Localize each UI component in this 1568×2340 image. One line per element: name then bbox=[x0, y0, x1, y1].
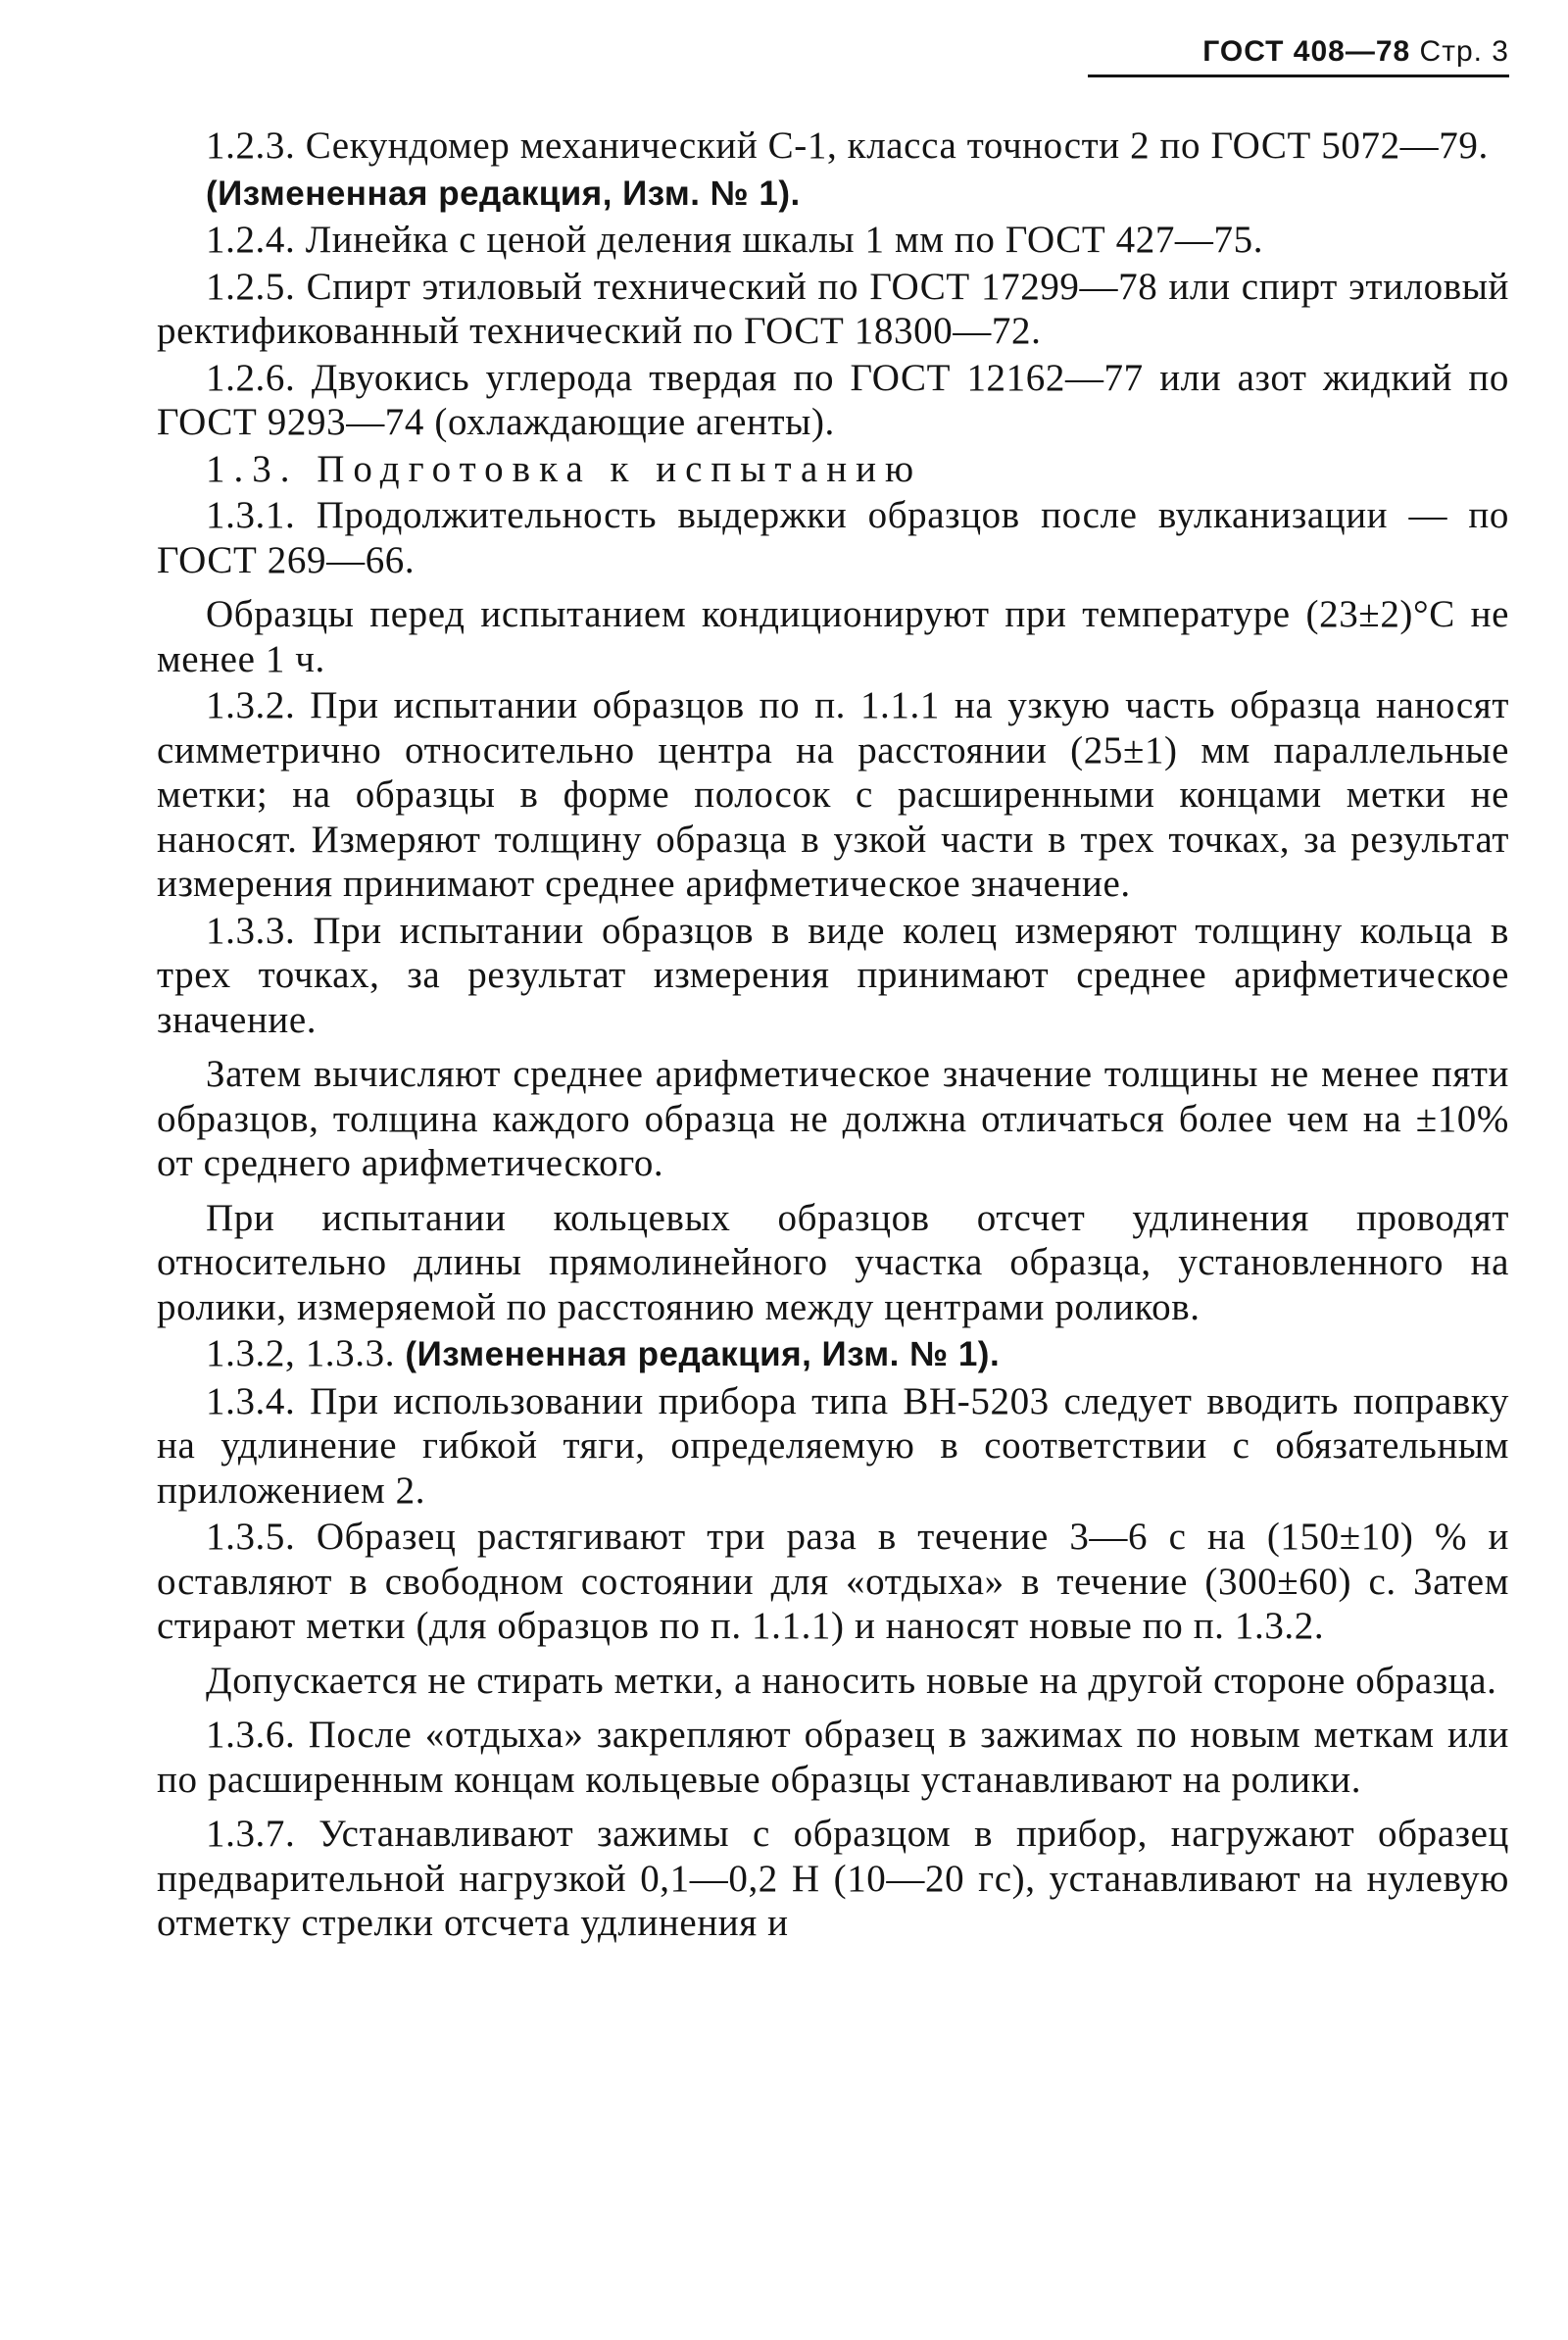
paragraph-1-3-6: 1.3.6. После «отдыха» закрепляют образец в зажимах по новым меткам или по расширенным концам кольцевые образцы устанавливают на ролики. bbox=[157, 1714, 1509, 1801]
edit-note-text: (Измененная редакция, Изм. № 1). bbox=[206, 174, 801, 213]
edit-note-text: (Измененная редакция, Изм. № 1). bbox=[405, 1335, 1001, 1373]
page-number: Стр. 3 bbox=[1419, 35, 1509, 68]
paragraph-1-3-3: 1.3.3. При испытании образцов в виде колец измеряют толщину кольца в трех точках, за результат измерения принимают среднее арифметическое значение. bbox=[157, 909, 1509, 1041]
paragraph-marks-allowed: Допускается не стирать метки, а наносить новые на другой стороне образца. bbox=[206, 1659, 1497, 1702]
paragraph-1-3-4: 1.3.4. При использовании прибора типа ВН-5203 следует вводить поправку на удлинение гибкой тяги, определяемую в соответствии с обязательным приложением 2. bbox=[157, 1379, 1509, 1512]
paragraph-thickness: Затем вычисляют среднее арифметическое значение толщины не менее пяти образцов, толщина каждого образца не должна отличаться более чем на ±10% от среднего арифметического. bbox=[157, 1053, 1509, 1184]
standard-number: ГОСТ 408—78 bbox=[1202, 35, 1411, 68]
document-body bbox=[157, 124, 1509, 1948]
document-page bbox=[157, 0, 1509, 2340]
page-header bbox=[1202, 27, 1509, 76]
edit-note-refs: 1.3.2, 1.3.3. bbox=[206, 1332, 396, 1374]
edit-note bbox=[157, 171, 1509, 217]
paragraph-1-2-3: 1.2.3. Секундомер механический С-1, класса точности 2 по ГОСТ 5072—79. bbox=[206, 124, 1489, 167]
header-rule bbox=[1088, 75, 1509, 77]
paragraph-1-2-6: 1.2.6. Двуокись углерода твердая по ГОСТ 12162—77 или азот жидкий по ГОСТ 9293—74 (охлаждающие агенты). bbox=[157, 356, 1509, 443]
paragraph-1-3-2: 1.3.2. При испытании образцов по п. 1.1.1 на узкую часть образца наносят симметрично относительно центра на расстоянии (25±1) мм параллельные метки; на образцы в форме полосок с расширенными концами метки не наносят. Измеряют толщину образца в узкой части в трех точках, за результат измерения принимают среднее арифметическое значение. bbox=[157, 684, 1509, 905]
paragraph-1-3-5: 1.3.5. Образец растягивают три раза в течение 3—6 с на (150±10) % и оставляют в свободном состоянии для «отдыха» в течение (300±60) с. Затем стирают метки (для образцов по п. 1.1.1) и наносят новые по п. 1.3.2. bbox=[157, 1516, 1509, 1647]
paragraph-conditioning: Образцы перед испытанием кондиционируют при температуре (23±2)°С не менее 1 ч. bbox=[157, 593, 1509, 680]
edit-note-1-3-2-1-3-3 bbox=[157, 1331, 1509, 1377]
paragraph-1-3-1: 1.3.1. Продолжительность выдержки образцов после вулканизации — по ГОСТ 269—66. bbox=[157, 494, 1509, 581]
paragraph-1-3-7: 1.3.7. Устанавливают зажимы с образцом в прибор, нагружают образец предварительной нагрузкой 0,1—0,2 Н (10—20 гс), устанавливают на нулевую отметку стрелки отсчета удлинения и bbox=[157, 1813, 1509, 1944]
paragraph-1-2-5: 1.2.5. Спирт этиловый технический по ГОСТ 17299—78 или спирт этиловый ректификованный технический по ГОСТ 18300—72. bbox=[157, 265, 1509, 352]
paragraph-1-2-4: 1.2.4. Линейка с ценой деления шкалы 1 мм по ГОСТ 427—75. bbox=[206, 219, 1264, 261]
paragraph-ring-samples: При испытании кольцевых образцов отсчет удлинения проводят относительно длины прямолинейного участка образца, установленного на ролики, измеряемой по расстоянию между центрами роликов. bbox=[157, 1196, 1509, 1328]
section-title-1-3: 1.3. Подготовка к испытанию bbox=[206, 447, 923, 490]
